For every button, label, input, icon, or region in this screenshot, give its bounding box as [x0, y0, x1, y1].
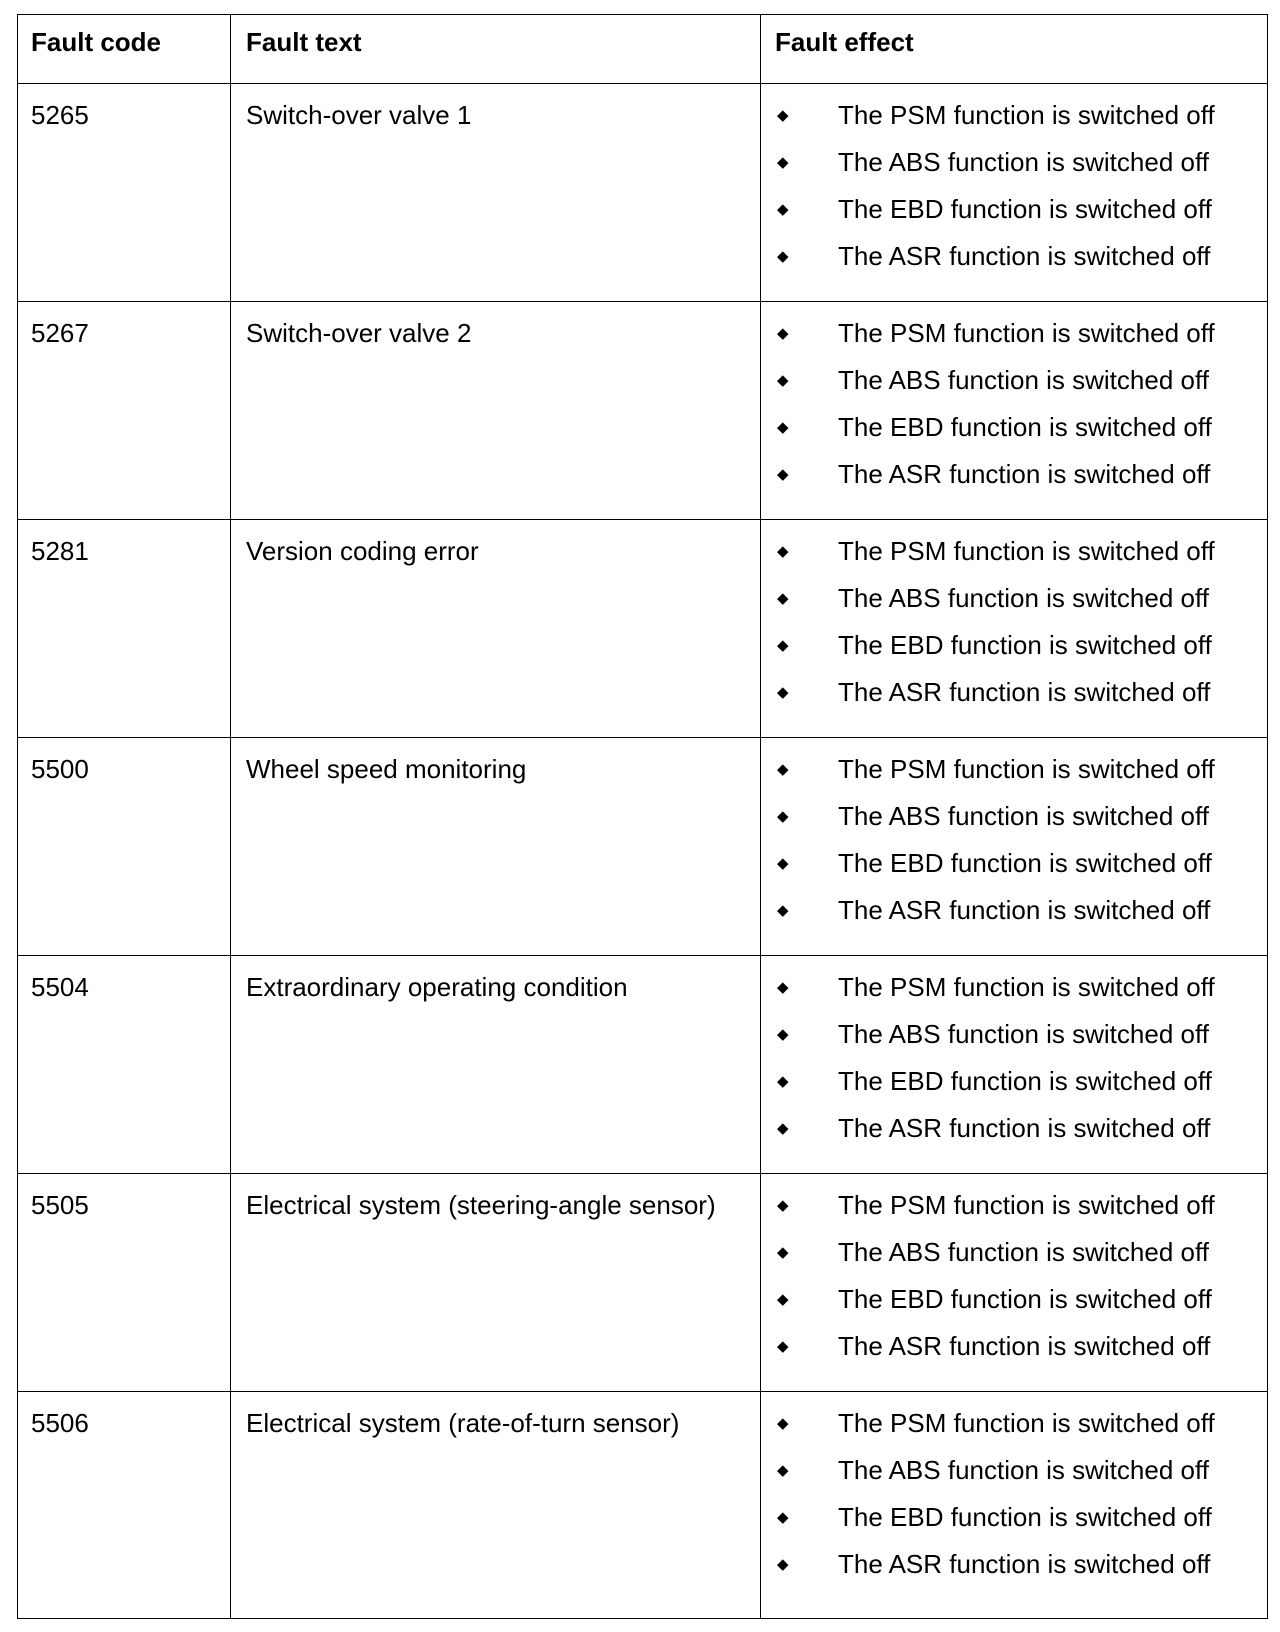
fault-effect-item: [775, 365, 1267, 412]
fault-effect-item: [775, 536, 1267, 583]
fault-effect-text: The EBD function is switched off: [838, 630, 1212, 660]
fault-effect-text: The PSM function is switched off: [838, 972, 1215, 1002]
fault-effect-text: The ASR function is switched off: [838, 459, 1211, 489]
fault-effect-item: [775, 972, 1267, 1019]
header-fault-text: Fault text: [231, 15, 761, 84]
fault-code-cell: 5267: [18, 302, 231, 520]
fault-code-cell: 5506: [18, 1392, 231, 1619]
table-row: [18, 738, 1268, 956]
fault-effect-text: The PSM function is switched off: [838, 754, 1215, 784]
fault-effect-item: [775, 677, 1267, 724]
fault-effect-text: The PSM function is switched off: [838, 318, 1215, 348]
fault-effect-text: The ABS function is switched off: [838, 147, 1209, 177]
fault-effect-list: [775, 972, 1267, 1160]
diamond-bullet-icon: ◆: [777, 466, 789, 483]
table-body: [18, 84, 1268, 1619]
fault-effect-text: The EBD function is switched off: [838, 1284, 1212, 1314]
fault-effect-item: [775, 1113, 1267, 1160]
fault-effect-text: The EBD function is switched off: [838, 412, 1212, 442]
fault-effect-item: [775, 100, 1267, 147]
diamond-bullet-icon: ◆: [777, 1462, 789, 1479]
fault-effect-item: [775, 1237, 1267, 1284]
fault-effect-text: The ASR function is switched off: [838, 1113, 1211, 1143]
fault-effect-item: [775, 1502, 1267, 1549]
fault-effect-cell: [761, 302, 1268, 520]
fault-effect-item: [775, 147, 1267, 194]
diamond-bullet-icon: ◆: [777, 1338, 789, 1355]
diamond-bullet-icon: ◆: [777, 154, 789, 171]
diamond-bullet-icon: ◆: [777, 761, 789, 778]
fault-effect-item: [775, 194, 1267, 241]
table-row: [18, 520, 1268, 738]
fault-effect-item: [775, 1190, 1267, 1237]
fault-effect-cell: [761, 956, 1268, 1174]
fault-effect-item: [775, 1455, 1267, 1502]
fault-effect-text: The PSM function is switched off: [838, 100, 1215, 130]
fault-effect-text: The ABS function is switched off: [838, 1019, 1209, 1049]
fault-effect-item: [775, 1408, 1267, 1455]
fault-effect-list: [775, 100, 1267, 288]
fault-text-cell: Version coding error: [231, 520, 761, 738]
header-fault-code: Fault code: [18, 15, 231, 84]
table-row: [18, 956, 1268, 1174]
diamond-bullet-icon: ◆: [777, 902, 789, 919]
fault-code-cell: 5265: [18, 84, 231, 302]
fault-effect-text: The ABS function is switched off: [838, 365, 1209, 395]
fault-effect-text: The ASR function is switched off: [838, 895, 1211, 925]
fault-effect-text: The EBD function is switched off: [838, 194, 1212, 224]
diamond-bullet-icon: ◆: [777, 248, 789, 265]
fault-effect-item: [775, 1549, 1267, 1596]
fault-effect-text: The EBD function is switched off: [838, 1066, 1212, 1096]
diamond-bullet-icon: ◆: [777, 1291, 789, 1308]
fault-code-cell: 5505: [18, 1174, 231, 1392]
fault-effect-cell: [761, 520, 1268, 738]
fault-effect-text: The ASR function is switched off: [838, 1331, 1211, 1361]
fault-text-cell: Switch-over valve 1: [231, 84, 761, 302]
fault-code-cell: 5281: [18, 520, 231, 738]
fault-effect-item: [775, 895, 1267, 942]
fault-effect-item: [775, 412, 1267, 459]
table-header: [18, 15, 1268, 84]
fault-effect-cell: [761, 738, 1268, 956]
fault-text-cell: Electrical system (steering-angle sensor): [231, 1174, 761, 1392]
fault-code-cell: 5500: [18, 738, 231, 956]
fault-code-cell: 5504: [18, 956, 231, 1174]
diamond-bullet-icon: ◆: [777, 1197, 789, 1214]
header-row: [18, 15, 1268, 84]
fault-effect-list: [775, 1190, 1267, 1378]
diamond-bullet-icon: ◆: [777, 1026, 789, 1043]
diamond-bullet-icon: ◆: [777, 1556, 789, 1573]
fault-effect-item: [775, 630, 1267, 677]
fault-effect-text: The PSM function is switched off: [838, 1190, 1215, 1220]
fault-effect-text: The PSM function is switched off: [838, 1408, 1215, 1438]
fault-effect-item: [775, 848, 1267, 895]
diamond-bullet-icon: ◆: [777, 590, 789, 607]
table-row: [18, 1392, 1268, 1619]
fault-effect-cell: [761, 1174, 1268, 1392]
fault-effect-text: The PSM function is switched off: [838, 536, 1215, 566]
fault-effect-item: [775, 1066, 1267, 1113]
diamond-bullet-icon: ◆: [777, 372, 789, 389]
fault-text-cell: Wheel speed monitoring: [231, 738, 761, 956]
fault-effect-list: [775, 536, 1267, 724]
fault-effect-item: [775, 318, 1267, 365]
diamond-bullet-icon: ◆: [777, 808, 789, 825]
fault-effect-item: [775, 583, 1267, 630]
fault-effect-text: The EBD function is switched off: [838, 1502, 1212, 1532]
header-fault-effect: Fault effect: [761, 15, 1268, 84]
diamond-bullet-icon: ◆: [777, 1244, 789, 1261]
diamond-bullet-icon: ◆: [777, 419, 789, 436]
fault-effect-text: The ABS function is switched off: [838, 1237, 1209, 1267]
diamond-bullet-icon: ◆: [777, 1120, 789, 1137]
fault-effect-item: [775, 241, 1267, 288]
fault-effect-text: The ABS function is switched off: [838, 801, 1209, 831]
fault-effect-list: [775, 1408, 1267, 1596]
diamond-bullet-icon: ◆: [777, 1073, 789, 1090]
fault-effect-cell: [761, 84, 1268, 302]
table-row: [18, 1174, 1268, 1392]
diamond-bullet-icon: ◆: [777, 855, 789, 872]
fault-effect-text: The ASR function is switched off: [838, 1549, 1211, 1579]
diamond-bullet-icon: ◆: [777, 637, 789, 654]
fault-effect-text: The ASR function is switched off: [838, 677, 1211, 707]
fault-effect-item: [775, 459, 1267, 506]
diamond-bullet-icon: ◆: [777, 1415, 789, 1432]
fault-effect-item: [775, 1019, 1267, 1066]
diamond-bullet-icon: ◆: [777, 684, 789, 701]
diamond-bullet-icon: ◆: [777, 201, 789, 218]
fault-effect-item: [775, 754, 1267, 801]
fault-effect-text: The EBD function is switched off: [838, 848, 1212, 878]
table-row: [18, 302, 1268, 520]
fault-effect-cell: [761, 1392, 1268, 1619]
fault-text-cell: Electrical system (rate-of-turn sensor): [231, 1392, 761, 1619]
fault-effect-list: [775, 318, 1267, 506]
fault-effect-text: The ASR function is switched off: [838, 241, 1211, 271]
fault-effect-list: [775, 754, 1267, 942]
diamond-bullet-icon: ◆: [777, 1509, 789, 1526]
diamond-bullet-icon: ◆: [777, 107, 789, 124]
fault-effect-item: [775, 1284, 1267, 1331]
table-row: [18, 84, 1268, 302]
fault-table: [17, 14, 1268, 1619]
fault-text-cell: Extraordinary operating condition: [231, 956, 761, 1174]
fault-effect-item: [775, 1331, 1267, 1378]
diamond-bullet-icon: ◆: [777, 979, 789, 996]
fault-effect-text: The ABS function is switched off: [838, 583, 1209, 613]
diamond-bullet-icon: ◆: [777, 543, 789, 560]
fault-effect-item: [775, 801, 1267, 848]
fault-effect-text: The ABS function is switched off: [838, 1455, 1209, 1485]
fault-text-cell: Switch-over valve 2: [231, 302, 761, 520]
diamond-bullet-icon: ◆: [777, 325, 789, 342]
